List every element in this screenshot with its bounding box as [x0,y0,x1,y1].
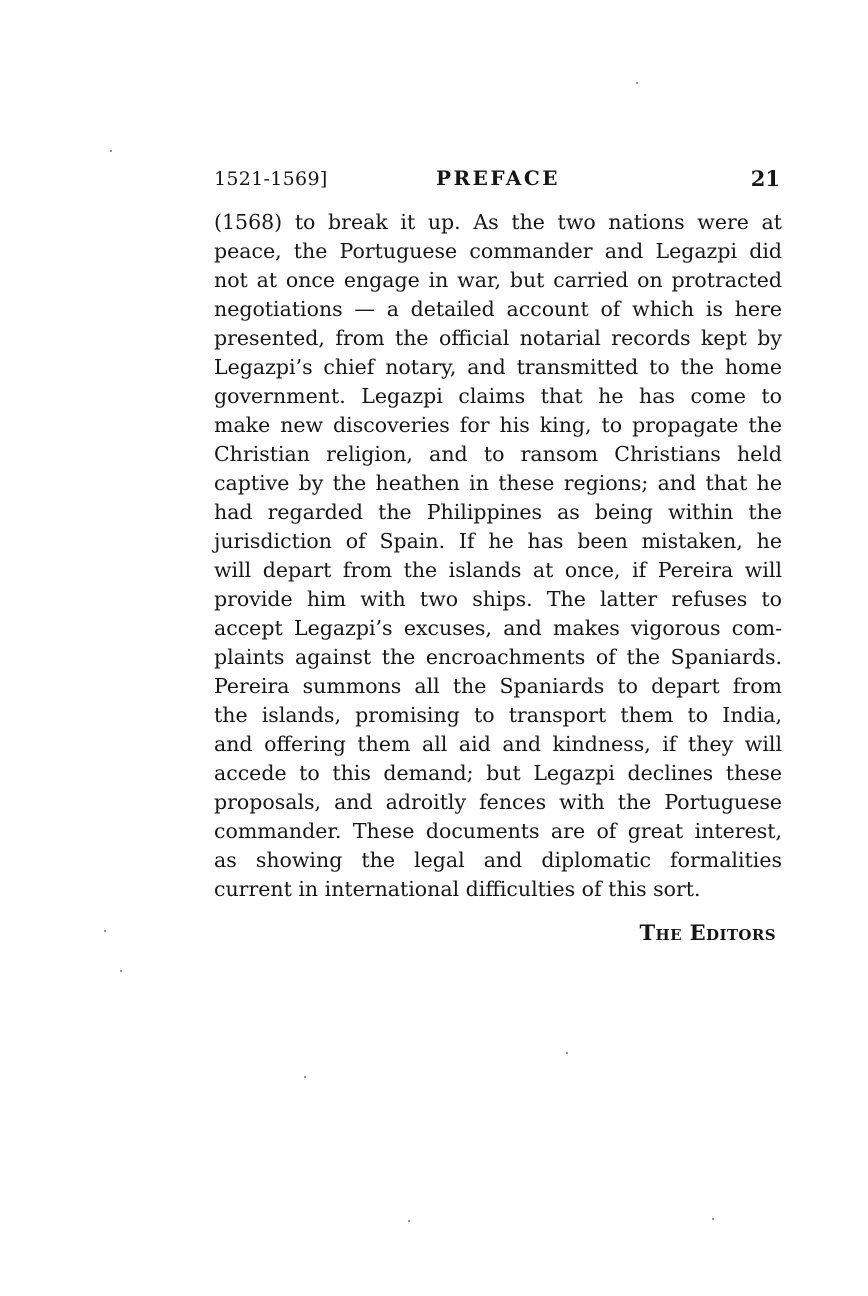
scan-speck [120,970,122,972]
text-line: captive by the heathen in these regions; and that he [214,471,782,495]
running-head-title: PREFACE [435,166,561,190]
text-line: make new discoveries for his king, to propagate the [214,413,782,437]
text-line: and offering them all aid and kindness, if they will [214,732,782,756]
scan-speck [712,1218,714,1220]
running-head [214,166,782,194]
scan-speck [104,930,106,932]
text-line: had regarded the Philippines as being within the [214,500,782,524]
text-line: peace, the Portuguese commander and Legazpi did [214,239,782,263]
text-line: Christian religion, and to ransom Christians held [214,442,782,466]
text-line: accept Legazpi’s excuses, and makes vigorous com- [214,616,782,640]
page-number: 21 [750,166,780,191]
text-line: negotiations — a detailed account of which is here [214,297,782,321]
text-line: accede to this demand; but Legazpi declines these [214,761,782,785]
text-line: not at once engage in war, but carried on protracted [214,268,782,292]
text-line: government. Legazpi claims that he has come to [214,384,782,408]
text-line: Legazpi’s chief notary, and transmitted to the home [214,355,782,379]
text-line: Pereira summons all the Spaniards to depart from [214,674,782,698]
scan-speck [636,82,638,84]
preface-paragraph [214,208,782,904]
text-line: jurisdiction of Spain. If he has been mistaken, he [214,529,782,553]
text-line: presented, from the official notarial records kept by [214,326,782,350]
scan-speck [408,1220,410,1222]
text-line: provide him with two ships. The latter refuses to [214,587,782,611]
text-line: the islands, promising to transport them to India, [214,703,782,727]
scan-speck [566,1052,568,1054]
scan-speck [110,150,112,152]
text-line: commander. These documents are of great interest, [214,819,782,843]
signature-the-editors: The Editors [639,920,776,945]
text-line: as showing the legal and diplomatic formalities [214,848,782,872]
text-line: plaints against the encroachments of the Spaniards. [214,645,782,669]
text-line: will depart from the islands at once, if Pereira will [214,558,782,582]
text-line: proposals, and adroitly fences with the Portuguese [214,790,782,814]
text-line: current in international difficulties of this sort. [214,877,701,901]
text-line: (1568) to break it up. As the two nations were at [214,210,782,234]
running-head-date-range: 1521-1569] [214,168,328,190]
scan-speck [304,1076,306,1078]
